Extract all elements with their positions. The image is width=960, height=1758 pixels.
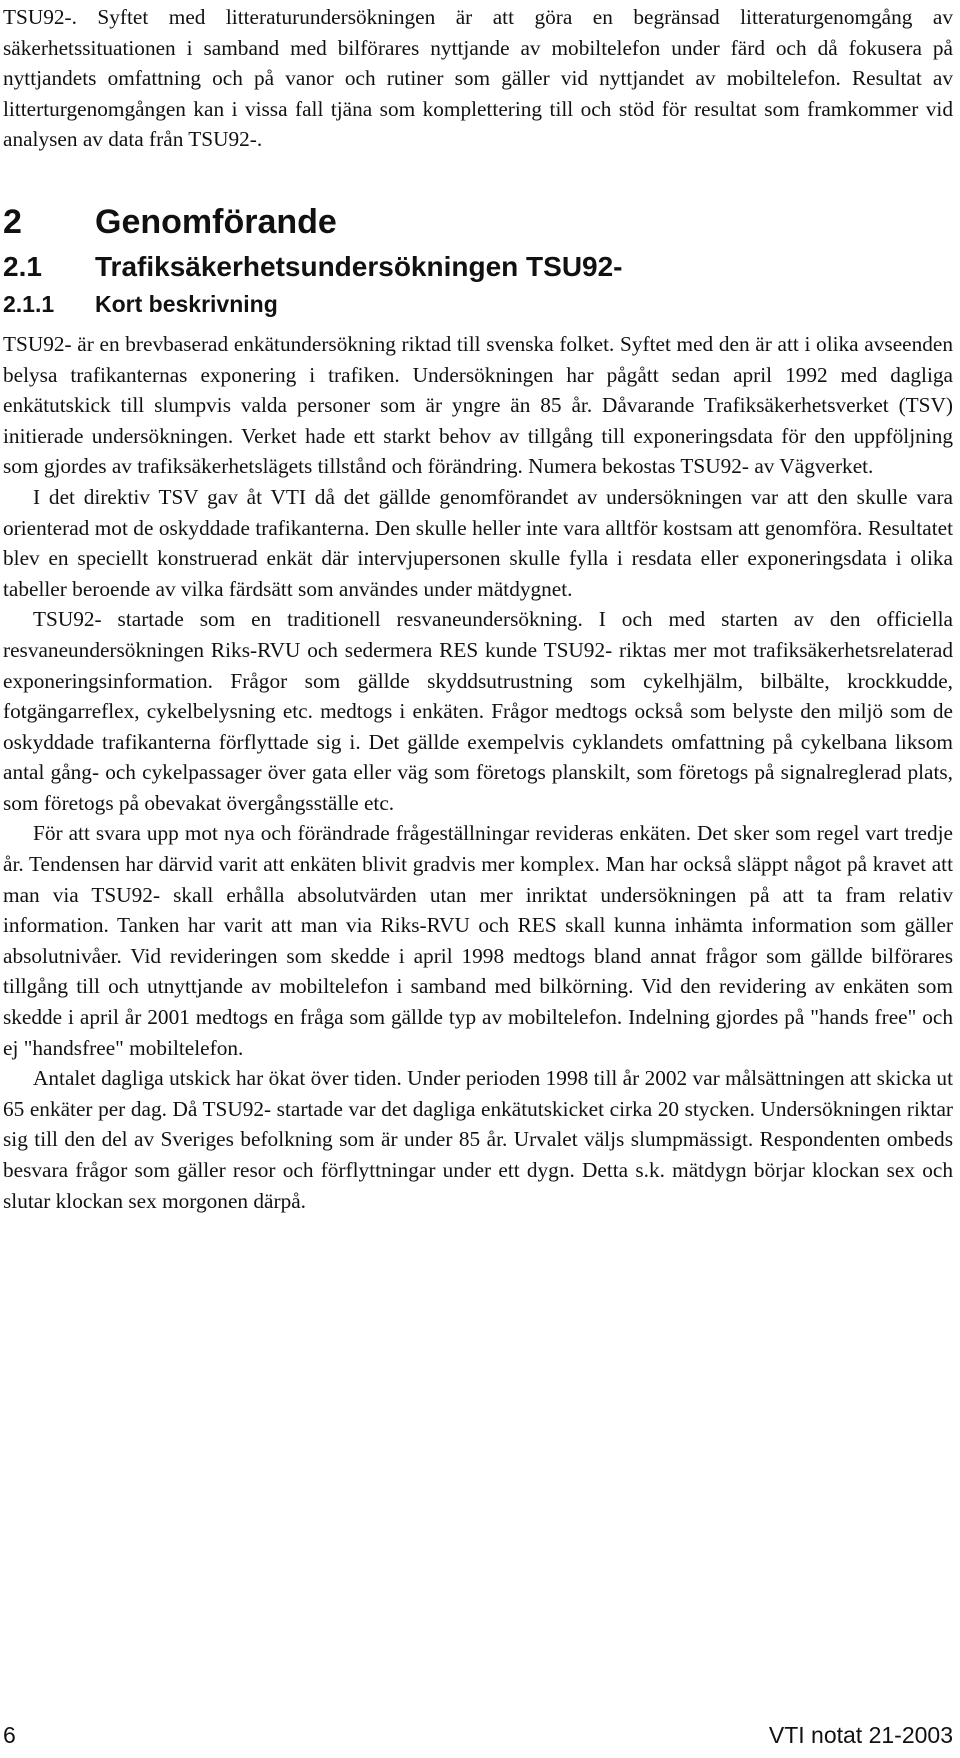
section-number: 2 [3, 202, 22, 241]
subsection-number: 2.1 [3, 250, 42, 282]
report-id: VTI notat 21-2003 [768, 1722, 953, 1748]
subsubsection-title: Kort beskrivning [95, 290, 278, 317]
subsubsection-heading [3, 288, 953, 320]
intro-paragraph: TSU92-. Syftet med litteraturundersökningen är att göra en begränsad litteraturgenomgång av säkerhetssituationen i samband med bilförares nyttjande av mobiltelefon under färd och då fokusera på nyttjandets omfattning och på vanor och rutiner som gäller vid nyttjandet av mobiltelefon. Resultat av litterturgenomgången kan i vissa fall tjäna som komplettering till och stöd för resultat som framkommer vid analysen av data från TSU92-. [3, 5, 953, 152]
subsubsection-number: 2.1.1 [3, 290, 55, 317]
body-paragraph: Antalet dagliga utskick har ökat över tiden. Under perioden 1998 till år 2002 var målsättningen att skicka ut 65 enkäter per dag. Då TSU92- startade var det dagliga enkätutskicket cirka 20 stycken. Undersökningen riktar sig till den del av Sveriges befolkning som är under 85 år. Urvalet väljs slumpmässigt. Respondenten ombeds besvara frågor som gäller resor och förflyttningar under ett dygn. Detta s.k. mätdygn börjar klockan sex och slutar klockan sex morgonen därpå. [3, 1066, 953, 1213]
page-number: 6 [3, 1722, 16, 1748]
subsection-title: Trafiksäkerhetsundersökningen TSU92- [95, 250, 623, 282]
section-heading [3, 200, 953, 244]
body-paragraph: I det direktiv TSV gav åt VTI då det gällde genomförandet av undersökningen var att den skulle vara orienterad mot de oskyddade trafikanterna. Den skulle heller inte vara alltför kostsam att genomföra. Resultatet blev en speciellt konstruerad enkät där intervjupersonen skulle fylla i resdata eller exponeringsdata i olika tabeller beroende av vilka färdsätt som användes under mätdygnet. [3, 484, 953, 601]
section-title: Genomförande [95, 202, 337, 241]
body-paragraph: För att svara upp mot nya och förändrade frågeställningar revideras enkäten. Det sker som regel vart tredje år. Tendensen har därvid varit att enkäten blivit gradvis mer komplex. Man har också släppt något på kravet att man via TSU92- skall erhålla absolutvärden utan mer inriktat undersökningen på att ta fram relativ information. Tanken har varit att man via Riks-RVU och RES skall kunna inhämta information som gäller absolutnivåer. Vid revideringen som skedde i april 1998 medtogs bland annat frågor som gällde bilförares tillgång till och utnyttjande av mobiltelefon i samband med bilkörning. Vid den revidering av enkäten som skedde i april år 2001 medtogs en fråga som gällde typ av mobiltelefon. Indelning gjordes på "hands free" och ej "handsfree" mobiltelefon. [3, 821, 953, 1060]
body-paragraph: TSU92- startade som en traditionell resvaneundersökning. I och med starten av den officiella resvaneundersökningen Riks-RVU och sedermera RES kunde TSU92- riktas mer mot trafiksäkerhetsrelaterad exponeringsinformation. Frågor som gällde skyddsutrustning som cykelhjälm, bilbälte, krockkudde, fotgängarreflex, cykelbelysning etc. medtogs i enkäten. Frågor medtogs också som belyste den miljö som de oskyddade trafikanterna förflyttade sig i. Det gällde exempelvis cyklandets omfattning på cykelbana liksom antal gång- och cykelpassager över gata eller väg som företogs planskilt, som företogs på signalreglerad plats, som företogs på obevakat övergångsställe etc. [3, 607, 953, 815]
page-body [3, 0, 953, 1216]
subsection-heading [3, 248, 953, 285]
body-paragraph: TSU92- är en brevbaserad enkätundersökning riktad till svenska folket. Syftet med den är att i olika avseenden belysa trafikanternas exponering i trafiken. Undersökningen har pågått sedan april 1992 med dagliga enkätutskick till slumpvis valda personer som är yngre än 85 år. Dåvarande Trafiksäkerhetsverket (TSV) initierade undersökningen. Verket hade ett starkt behov av tillgång till exponeringsdata för den uppföljning som gjordes av trafiksäkerhetslägets tillstånd och förändring. Numera bekostas TSU92- av Vägverket. [3, 331, 953, 479]
